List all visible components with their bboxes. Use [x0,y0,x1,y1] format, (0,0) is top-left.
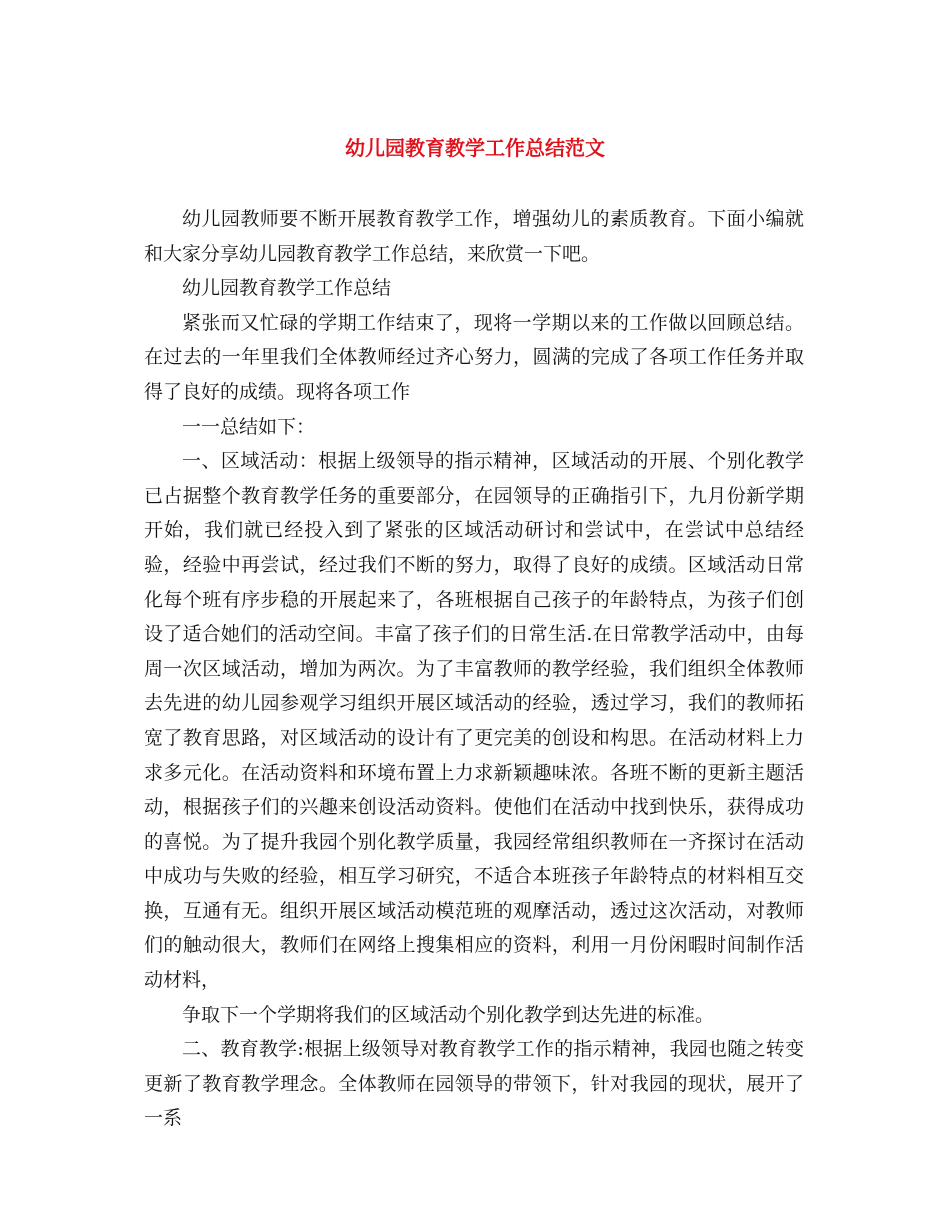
summary-continuation: 一一总结如下： [182,415,316,438]
next-term-goal-paragraph: 争取下一个学期将我们的区域活动个别化教学到达先进的标准。 [182,1003,715,1026]
regional-activity-paragraph: 一、区域活动：根据上级领导的指示精神，区域活动的开展、个别化教学已占据整个教育教学任务的重要部分，在园领导的正确指引下，九月份新学期开始，我们就已经投入到了紧张的区域活动研讨和尝试中，在尝试中总结经验，经验中再尝试，经过我们不断的努力，取得了良好的成绩。区域活动日常化每个班有序步稳的开展起来了，各班根据自己孩子的年龄特点，为孩子们创设了适合她们的活动空间。丰富了孩子们的日常生活.在日常教学活动中，由每周一次区域活动，增加为两次。为了丰富教师的教学经验，我们组织全体教师去先进的幼儿园参观学习组织开展区域活动的经验，透过学习，我们的教师拓宽了教育思路，对区域活动的设计有了更完美的创设和构思。在活动材料上力求多元化。在活动资料和环境布置上力求新颖趣味浓。各班不断的更新主题活动，根据孩子们的兴趣来创设活动资料。使他们在活动中找到快乐，获得成功的喜悦。为了提升我园个别化教学质量，我园经常组织教师在一齐探讨在活动中成功与失败的经验，相互学习研究，不适合本班孩子年龄特点的材料相互交换，互通有无。组织开展区域活动模范班的观摩活动，透过这次活动，对教师们的触动很大，教师们在网络上搜集相应的资料，利用一月份闲暇时间制作活动材料， [144,450,804,992]
summary-paragraph: 紧张而又忙碌的学期工作结束了，现将一学期以来的工作做以回顾总结。在过去的一年里我们全体教师经过齐心努力，圆满的完成了各项工作任务并取得了良好的成绩。现将各项工作 [144,311,804,403]
section-heading: 幼儿园教育教学工作总结 [182,277,392,300]
document-title: 幼儿园教育教学工作总结范文 [345,136,605,160]
document-body [144,202,804,1136]
teaching-paragraph: 二、教育教学:根据上级领导对教育教学工作的指示精神，我园也随之转变更新了教育教学理念。全体教师在园领导的带领下，针对我园的现状，展开了一系 [144,1038,804,1130]
intro-paragraph: 幼儿园教师要不断开展教育教学工作，增强幼儿的素质教育。下面小编就和大家分享幼儿园教育教学工作总结，来欣赏一下吧。 [144,208,804,265]
